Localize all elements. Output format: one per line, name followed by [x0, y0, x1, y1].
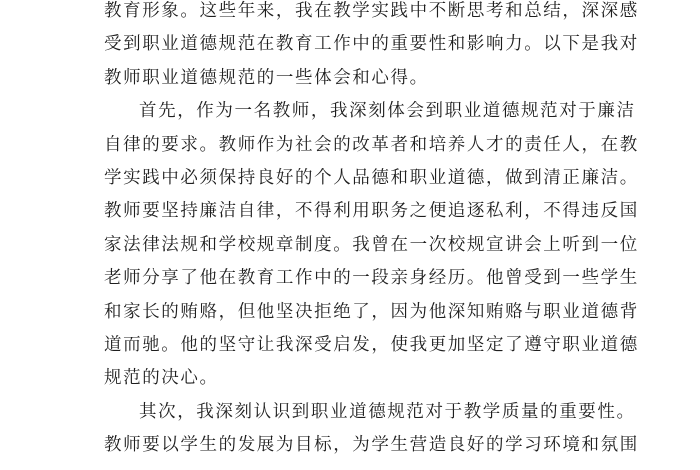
paragraph-start-line: 首先，作为一名教师，我深刻体会到职业道德规范对于廉洁: [139, 101, 636, 122]
text-line: 受到职业道德规范在教育工作中的重要性和影响力。以下是我对: [104, 34, 639, 55]
text-line: 教师要坚持廉洁自律，不得利用职务之便追逐私利，不得违反国: [104, 201, 639, 222]
document-body: [104, 0, 639, 462]
text-line: 和家长的贿赂，但他坚决拒绝了，因为他深知贿赂与职业道德背: [104, 301, 639, 322]
text-line: 老师分享了他在教育工作中的一段亲身经历。他曾受到一些学生: [104, 268, 639, 289]
text-line: 家法律法规和学校规章制度。我曾在一次校规宣讲会上听到一位: [104, 234, 639, 255]
text-line: 教师职业道德规范的一些体会和心得。: [104, 67, 429, 88]
text-line: 规范的决心。: [104, 368, 219, 389]
text-line: 自律的要求。教师作为社会的改革者和培养人才的责任人，在教: [104, 134, 639, 155]
text-line: 教师要以学生的发展为目标，为学生营造良好的学习环境和氛围: [104, 435, 639, 456]
paragraph-start-line: 其次，我深刻认识到职业道德规范对于教学质量的重要性。: [139, 401, 636, 422]
text-line: 教育形象。这些年来，我在教学实践中不断思考和总结，深深感: [104, 1, 639, 21]
text-line: 道而驰。他的坚守让我深受启发，使我更加坚定了遵守职业道德: [104, 334, 639, 355]
text-line: 学实践中必须保持良好的个人品德和职业道德，做到清正廉洁。: [104, 167, 639, 188]
